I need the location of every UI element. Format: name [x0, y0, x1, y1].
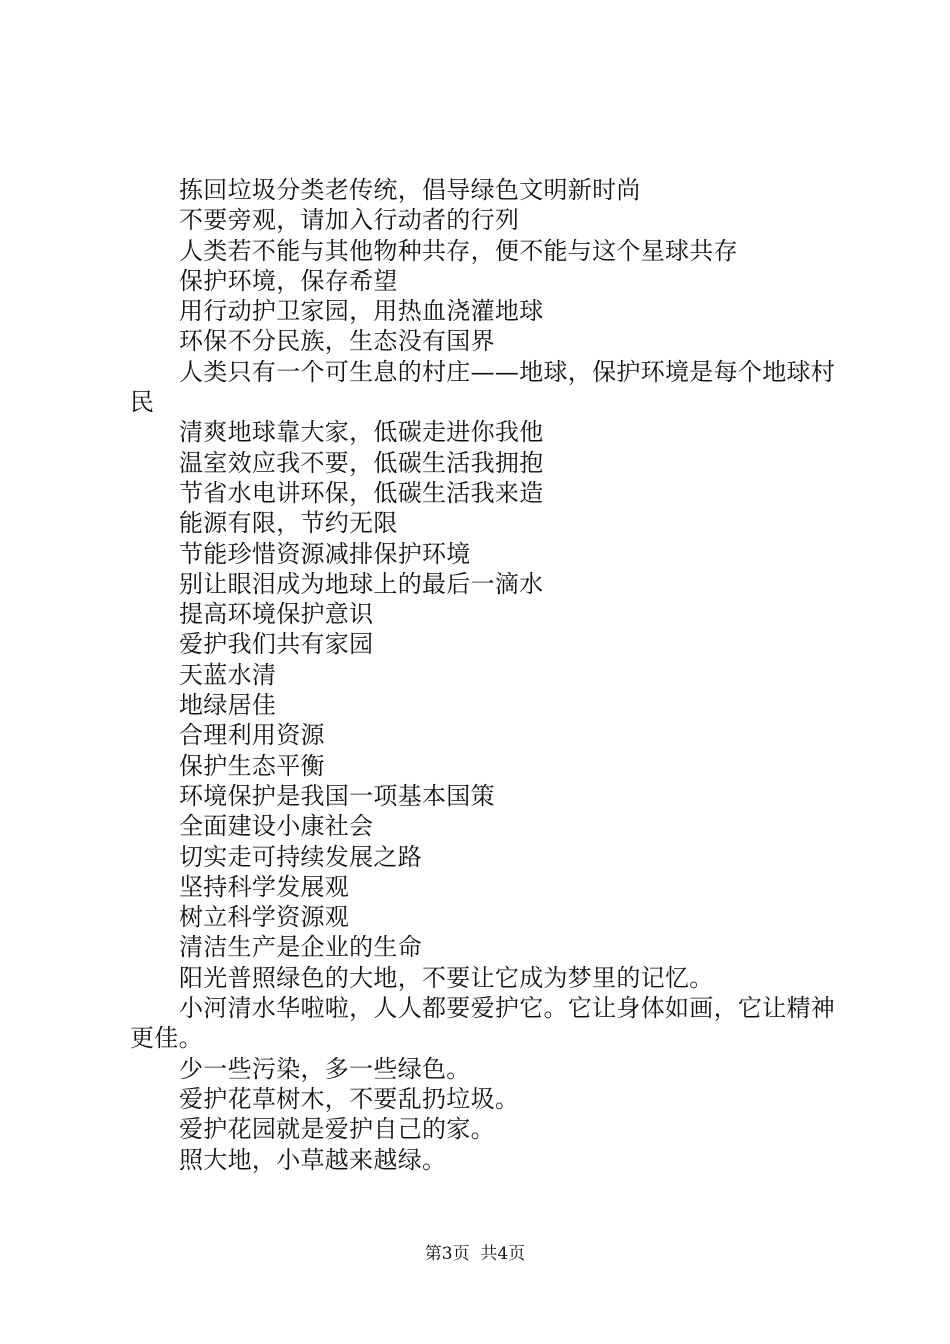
paragraph: 用行动护卫家园，用热血浇灌地球: [179, 297, 544, 326]
page-footer: [0, 1243, 950, 1265]
paragraph: 小河清水华啦啦，人人都要爱护它。它让身体如画，它让精神更佳。: [130, 994, 836, 1053]
paragraph: 坚持科学发展观: [179, 872, 350, 901]
paragraph: 环保不分民族，生态没有国界: [179, 327, 495, 356]
paragraph: 清爽地球靠大家，低碳走进你我他: [179, 418, 544, 447]
paragraph: 切实走可持续发展之路: [179, 842, 422, 871]
paragraph: 照大地，小草越来越绿。: [179, 1145, 447, 1174]
paragraph: 爱护花草树木，不要乱扔垃圾。: [179, 1084, 520, 1113]
paragraph: 不要旁观，请加入行动者的行列: [179, 206, 520, 235]
paragraph: 树立科学资源观: [179, 903, 350, 932]
paragraph: 人类若不能与其他物种共存，便不能与这个星球共存: [179, 236, 738, 265]
paragraph: 环境保护是我国一项基本国策: [179, 781, 495, 810]
paragraph: 提高环境保护意识: [179, 600, 374, 629]
paragraph: 节省水电讲环保，低碳生活我来造: [179, 478, 544, 507]
paragraph: 能源有限，节约无限: [179, 509, 398, 538]
paragraph: 人类只有一个可生息的村庄——地球，保护环境是每个地球村民: [130, 357, 836, 417]
paragraph: 节能珍惜资源减排保护环境: [179, 539, 471, 568]
paragraph: 清洁生产是企业的生命: [179, 933, 422, 962]
paragraph: 爱护花园就是爱护自己的家。: [179, 1115, 495, 1144]
paragraph: 温室效应我不要，低碳生活我拥抱: [179, 448, 544, 477]
paragraph: 地绿居佳: [179, 691, 277, 720]
page-number: 第3页: [424, 1244, 470, 1264]
paragraph: 保护生态平衡: [179, 751, 325, 780]
paragraph: 天蓝水清: [179, 660, 277, 689]
body-text: [130, 175, 840, 1175]
paragraph: 全面建设小康社会: [179, 812, 374, 841]
paragraph: 少一些污染，多一些绿色。: [179, 1054, 471, 1083]
paragraph: 爱护我们共有家园: [179, 630, 374, 659]
page-total: 共4页: [480, 1244, 526, 1264]
paragraph: 拣回垃圾分类老传统，倡导绿色文明新时尚: [179, 176, 641, 204]
paragraph: 别让眼泪成为地球上的最后一滴水: [179, 569, 544, 598]
paragraph: 合理利用资源: [179, 721, 325, 750]
paragraph: 阳光普照绿色的大地，不要让它成为梦里的记忆。: [179, 963, 714, 992]
paragraph: 保护环境，保存希望: [179, 266, 398, 295]
